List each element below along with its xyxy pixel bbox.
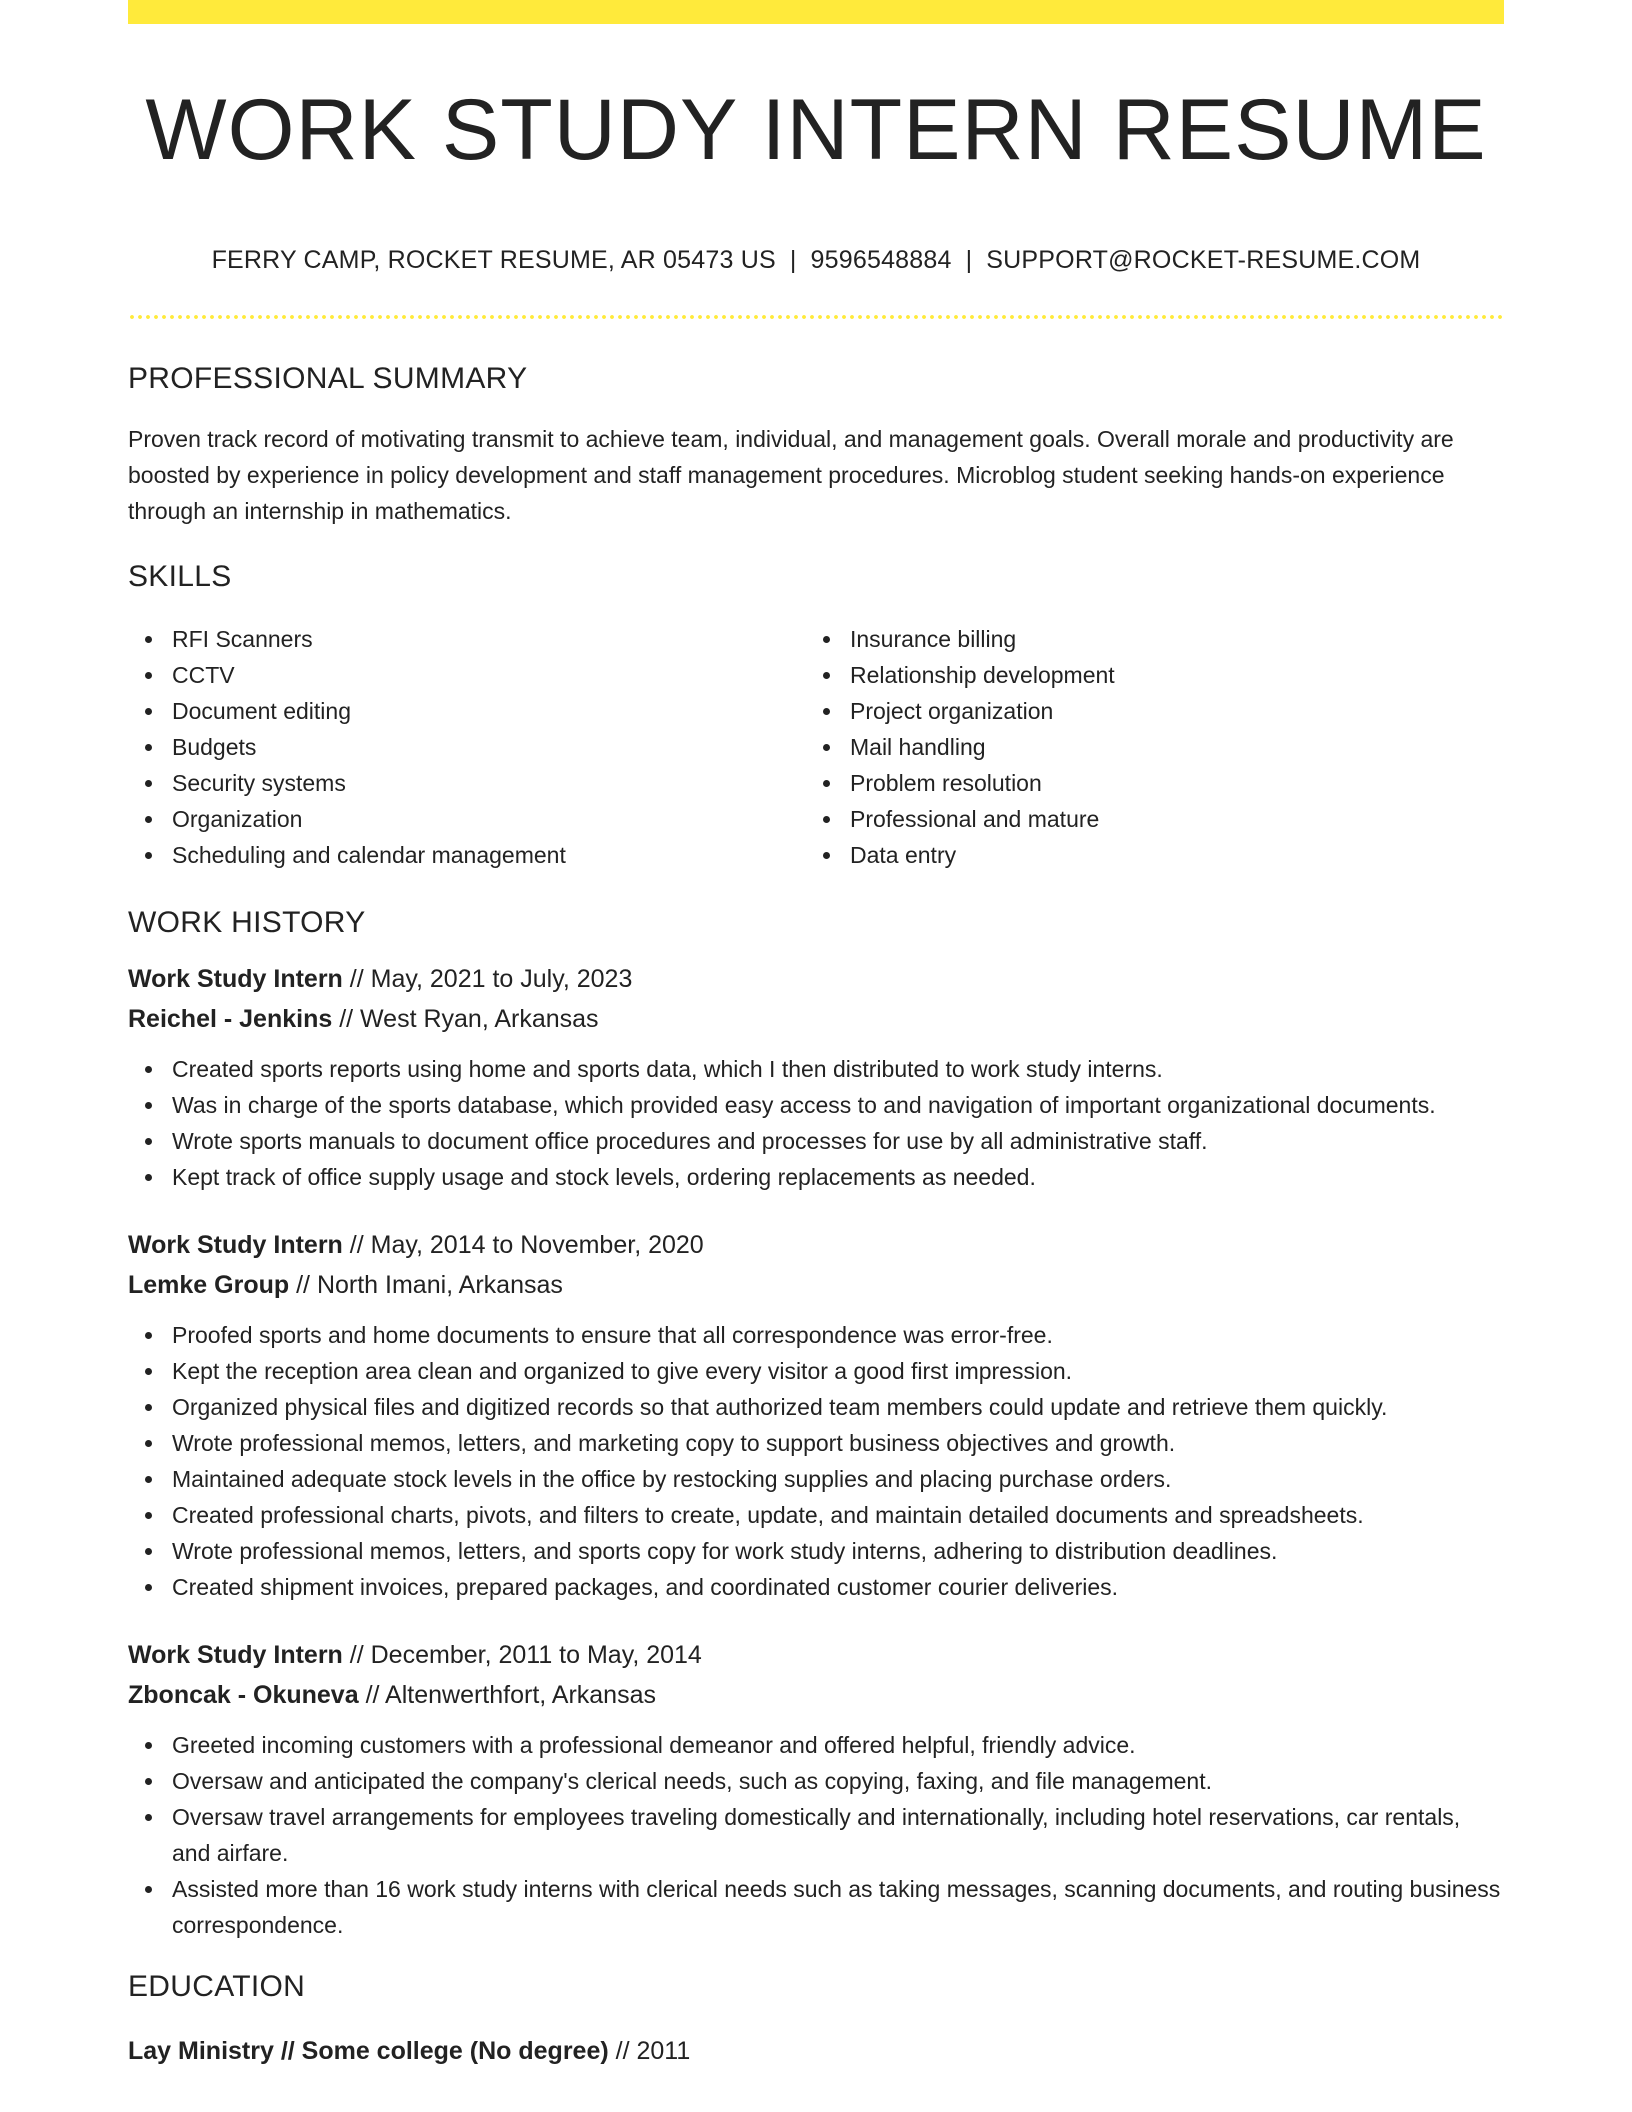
skill-item: Professional and mature [806, 801, 1484, 837]
job-entry [128, 1635, 1504, 1943]
job-role-line [128, 1225, 1504, 1265]
job-entry [128, 1225, 1504, 1605]
job-dates: // May, 2014 to November, 2020 [342, 1231, 704, 1259]
dotted-divider [128, 315, 1504, 319]
skill-item: Organization [128, 801, 806, 837]
job-duty: Created professional charts, pivots, and filters to create, update, and maintain detailed documents and spreadsheets. [128, 1497, 1504, 1533]
skill-item: Relationship development [806, 657, 1484, 693]
job-duty: Assisted more than 16 work study interns with clerical needs such as taking messages, scanning documents, and routing business correspondence. [128, 1871, 1504, 1943]
job-duty: Wrote professional memos, letters, and sports copy for work study interns, adhering to distribution deadlines. [128, 1533, 1504, 1569]
skills-left-list [128, 621, 806, 873]
skill-item: Project organization [806, 693, 1484, 729]
education-year: // 2011 [608, 2037, 691, 2065]
contact-line [128, 244, 1504, 276]
skill-item: Scheduling and calendar management [128, 837, 806, 873]
skill-item: Problem resolution [806, 765, 1484, 801]
job-duty: Greeted incoming customers with a professional demeanor and offered helpful, friendly advice. [128, 1727, 1504, 1763]
skill-item: CCTV [128, 657, 806, 693]
summary-heading: PROFESSIONAL SUMMARY [128, 362, 528, 395]
job-duty: Proofed sports and home documents to ensure that all correspondence was error-free. [128, 1317, 1504, 1353]
job-company: Reichel - Jenkins [128, 1005, 333, 1033]
job-duty: Was in charge of the sports database, which provided easy access to and navigation of important organizational documents. [128, 1087, 1504, 1123]
job-duties-list [128, 1051, 1504, 1195]
job-location: // North Imani, Arkansas [289, 1271, 563, 1299]
job-duty: Organized physical files and digitized records so that authorized team members could update and retrieve them quickly. [128, 1389, 1504, 1425]
skill-item: RFI Scanners [128, 621, 806, 657]
job-location: // West Ryan, Arkansas [332, 1005, 599, 1033]
contact-email: SUPPORT@ROCKET-RESUME.COM [986, 246, 1421, 274]
education-entry [128, 2031, 1504, 2071]
skill-item: Mail handling [806, 729, 1484, 765]
job-duties-list [128, 1727, 1504, 1943]
skill-item: Security systems [128, 765, 806, 801]
job-role: Work Study Intern [128, 1231, 343, 1259]
job-duty: Created sports reports using home and sports data, which I then distributed to work study interns. [128, 1051, 1504, 1087]
job-role-line [128, 1635, 1504, 1675]
summary-text: Proven track record of motivating transmit to achieve team, individual, and management goals. Overall morale and productivity are boosted by experience in policy development and staff management procedures. Microblog student seeking hands-on experience through an internship in mathematics. [128, 426, 1454, 524]
job-duty: Created shipment invoices, prepared packages, and coordinated customer courier deliveries. [128, 1569, 1504, 1605]
resume-content [128, 0, 1504, 2071]
job-company: Zboncak - Okuneva [128, 1681, 359, 1709]
contact-separator: | [789, 246, 797, 274]
skill-item: Document editing [128, 693, 806, 729]
skills-heading: SKILLS [128, 560, 232, 593]
contact-phone: 9596548884 [810, 246, 952, 274]
job-dates: // May, 2021 to July, 2023 [342, 965, 633, 993]
job-location: // Altenwerthfort, Arkansas [358, 1681, 656, 1709]
job-company-line [128, 1265, 1504, 1305]
job-duties-list [128, 1317, 1504, 1605]
job-duty: Oversaw and anticipated the company's clerical needs, such as copying, faxing, and file management. [128, 1763, 1504, 1799]
job-company: Lemke Group [128, 1271, 290, 1299]
skills-right-list [806, 621, 1484, 873]
skill-item: Budgets [128, 729, 806, 765]
job-role-line [128, 959, 1504, 999]
job-role: Work Study Intern [128, 1641, 343, 1669]
job-duty: Wrote professional memos, letters, and marketing copy to support business objectives and growth. [128, 1425, 1504, 1461]
job-duty: Wrote sports manuals to document office procedures and processes for use by all administrative staff. [128, 1123, 1504, 1159]
education-degree: Lay Ministry // Some college (No degree) [128, 2037, 609, 2065]
skill-item: Data entry [806, 837, 1484, 873]
resume-title: WORK STUDY INTERN RESUME [145, 82, 1487, 178]
job-dates: // December, 2011 to May, 2014 [342, 1641, 702, 1669]
job-duty: Oversaw travel arrangements for employees traveling domestically and internationally, including hotel reservations, car rentals, and airfare. [128, 1799, 1504, 1871]
job-entry [128, 959, 1504, 1195]
skill-item: Insurance billing [806, 621, 1484, 657]
job-role: Work Study Intern [128, 965, 343, 993]
job-duty: Kept the reception area clean and organized to give every visitor a good first impression. [128, 1353, 1504, 1389]
job-company-line [128, 999, 1504, 1039]
work-history-heading: WORK HISTORY [128, 906, 366, 939]
contact-separator: | [965, 246, 973, 274]
education-heading: EDUCATION [128, 1970, 306, 2003]
job-duty: Maintained adequate stock levels in the office by restocking supplies and placing purchase orders. [128, 1461, 1504, 1497]
skills-columns [128, 621, 1504, 873]
job-duty: Kept track of office supply usage and stock levels, ordering replacements as needed. [128, 1159, 1504, 1195]
contact-address: FERRY CAMP, ROCKET RESUME, AR 05473 US [211, 246, 776, 274]
job-company-line [128, 1675, 1504, 1715]
